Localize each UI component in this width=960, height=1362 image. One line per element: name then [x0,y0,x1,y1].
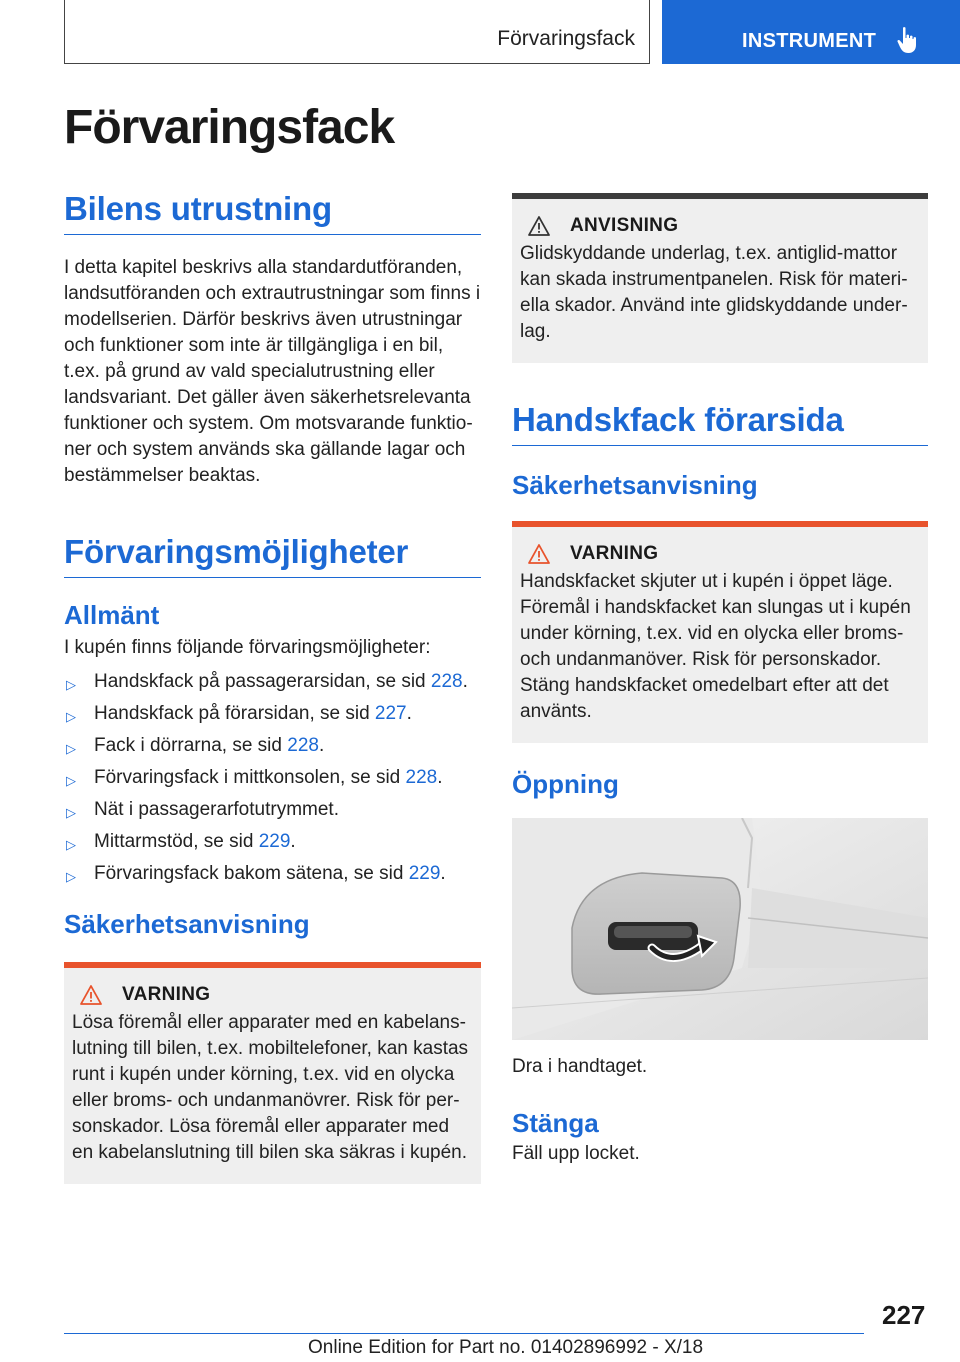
notice-text: Glidskyddande underlag, t.ex. antiglid-mattor kan skada instrumentpanelen. Risk för materi-ella skador. Använd inte glidskyddande under-lag. [520,243,908,342]
list-item [64,733,481,759]
warning-box [64,962,481,1184]
bullet-triangle-icon: ▷ [66,773,76,788]
notice-triangle-icon [528,216,550,236]
bullet-triangle-icon: ▷ [66,709,76,724]
page-number: 227 [882,1300,926,1330]
warning-heading [520,543,920,565]
bullet-triangle-icon: ▷ [66,677,76,692]
list-item-text: Handskfack på passagerarsidan, se sid [94,671,431,692]
heading-allmant: Allmänt [64,600,160,630]
tab-instrument[interactable] [662,0,960,64]
heading-sakerhetsanvisning: Säkerhetsanvisning [64,909,310,939]
page-link[interactable]: 228 [430,671,463,692]
glovebox-illustration [512,818,928,1040]
list-item [64,829,481,855]
list-item-text: Fack i dörrarna, se sid [94,735,288,756]
list-item-text: Nät i passagerarfotutrymmet. [94,799,339,820]
page-link[interactable]: 229 [258,831,291,852]
header-section-box [64,0,650,64]
footer-edition: Online Edition for Part no. 01402896992 - X/18 [308,1337,704,1358]
heading-sakerhetsanvisning-right: Säkerhetsanvisning [512,470,758,500]
paragraph-equipment: I detta kapitel beskrivs alla standardutföranden, landsutföranden och extrautrustningar som finns i modellserien. Därför beskrivs även utrustningar och funktioner som inte är tillgängliga i en bil, t.ex. på grund av vald specialutrustning eller landsvariant. Det gäller även säkerhetsrelevanta funktioner och system. Om motsvarande funktio-ner och system används ska gällande lagar och bestämmelser beaktas. [64,257,481,486]
warning-text: Lösa föremål eller apparater med en kabelans-lutning till bilen, t.ex. mobiltelefoner, kan kastas runt i kupén under körning, t.ex. vid en olycka eller broms- och undanmanövrer. Risk för per-sonskador. Lösa föremål eller apparater med en kabelanslutning till bilen ska säkras i kupén. [72,1012,469,1163]
storage-list [64,669,481,887]
list-item [64,701,481,727]
footer-rule [64,1333,864,1334]
list-item-end: . [318,735,325,756]
warning-triangle-icon [528,544,550,564]
list-item-end: . [462,671,468,692]
bullet-triangle-icon: ▷ [66,869,76,884]
heading-oppning: Öppning [512,769,619,799]
list-item [64,861,481,887]
page-link[interactable]: 227 [374,703,407,724]
list-item-text: Förvaringsfack bakom sätena, se sid [94,863,409,884]
notice-heading [520,215,920,237]
warning-heading [72,984,473,1006]
notice-title: ANVISNING [570,215,679,236]
page-title: Förvaringsfack [64,101,395,154]
bullet-triangle-icon: ▷ [66,837,76,852]
warning-box-right [512,521,928,743]
paragraph-close: Fäll upp locket. [512,1143,640,1164]
bullet-triangle-icon: ▷ [66,805,76,820]
header-section-label: Förvaringsfack [497,27,635,50]
notice-box [512,193,928,363]
warning-text: Handskfacket skjuter ut i kupén i öppet läge. Föremål i handskfacket kan slungas ut i kupén under körning, t.ex. vid en olycka eller broms- och undanmanöver. Risk för personskador. Stäng handskfacket omedelbart efter att det använts. [520,571,911,722]
caption-open: Dra i handtaget. [512,1056,648,1077]
tab-instrument-label: INSTRUMENT [742,30,877,52]
list-item [64,797,481,823]
heading-forvaringsmojligheter: Förvaringsmöjligheter [64,533,481,578]
list-item-end: . [437,767,443,788]
right-column [512,193,928,1167]
heading-stanga: Stänga [512,1108,599,1138]
list-item-end: . [440,863,446,884]
list-item-text: Handskfack på förarsidan, se sid [94,703,375,724]
page-link[interactable]: 228 [405,767,438,788]
bullet-triangle-icon: ▷ [66,741,76,756]
list-item-end: . [406,703,412,724]
warning-triangle-icon [80,985,102,1005]
list-item-end: . [290,831,296,852]
list-item-text: Förvaringsfack i mittkonsolen, se sid [94,767,406,788]
heading-bilens-utrustning: Bilens utrustning [64,190,481,235]
left-column [64,190,481,1184]
list-item [64,765,481,791]
warning-title: VARNING [570,543,659,564]
glovebox-photo [512,818,928,1040]
page-link[interactable]: 229 [408,863,441,884]
hand-pointer-icon [896,26,920,54]
heading-handskfack-forarsida: Handskfack förarsida [512,401,928,446]
warning-title: VARNING [122,984,211,1005]
paragraph-general: I kupén finns följande förvaringsmöjligheter: [64,637,431,658]
list-item [64,669,481,695]
page-link[interactable]: 228 [287,735,319,756]
list-item-text: Mittarmstöd, se sid [94,831,259,852]
